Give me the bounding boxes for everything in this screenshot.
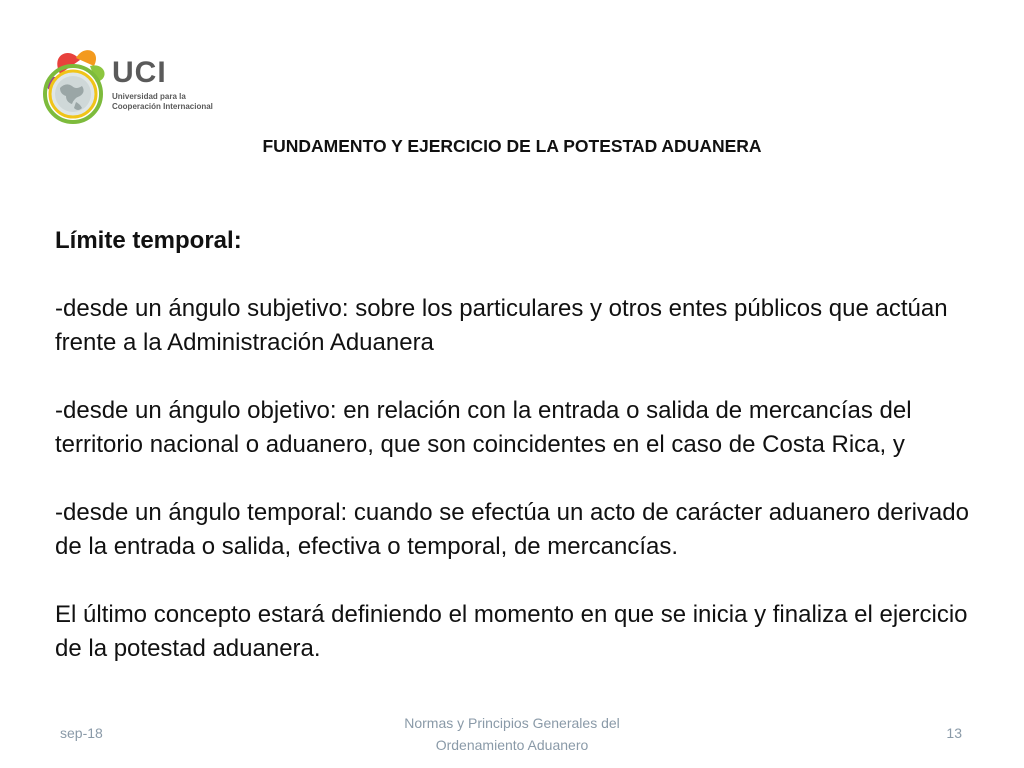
paragraph-conclusion: El último concepto estará definiendo el momento en que se inicia y finaliza el ejercicio de la potestad aduanera. (55, 601, 968, 662)
section-subtitle: Límite temporal: (55, 227, 242, 254)
footer-title-line2: Ordenamiento Aduanero (435, 737, 589, 753)
logo-subtitle-line2: Cooperación Internacional (112, 102, 213, 111)
slide-body (55, 224, 985, 666)
paragraph-temporal: -desde un ángulo temporal: cuando se efectúa un acto de carácter aduanero derivado de la entrada o salida, efectiva o temporal, de mercancías. (55, 499, 969, 560)
globe-logo-icon (40, 44, 110, 128)
logo-subtitle-line1: Universidad para la (112, 92, 186, 101)
paragraph-subjective: -desde un ángulo subjetivo: sobre los particulares y otros entes públicos que actúan frente a la Administración Aduanera (55, 295, 948, 356)
page-number: 13 (946, 725, 962, 741)
paragraph-objective: -desde un ángulo objetivo: en relación con la entrada o salida de mercancías del territorio nacional o aduanero, que son coincidentes en el caso de Costa Rica, y (55, 397, 912, 458)
footer-title (362, 712, 662, 756)
footer-title-line1: Normas y Principios Generales del (404, 715, 620, 731)
footer-date: sep-18 (60, 725, 103, 741)
uci-logo (40, 44, 230, 128)
slide-heading: FUNDAMENTO Y EJERCICIO DE LA POTESTAD ADUANERA (262, 136, 762, 156)
logo-text (112, 58, 232, 112)
logo-abbreviation: UCI (112, 56, 167, 89)
